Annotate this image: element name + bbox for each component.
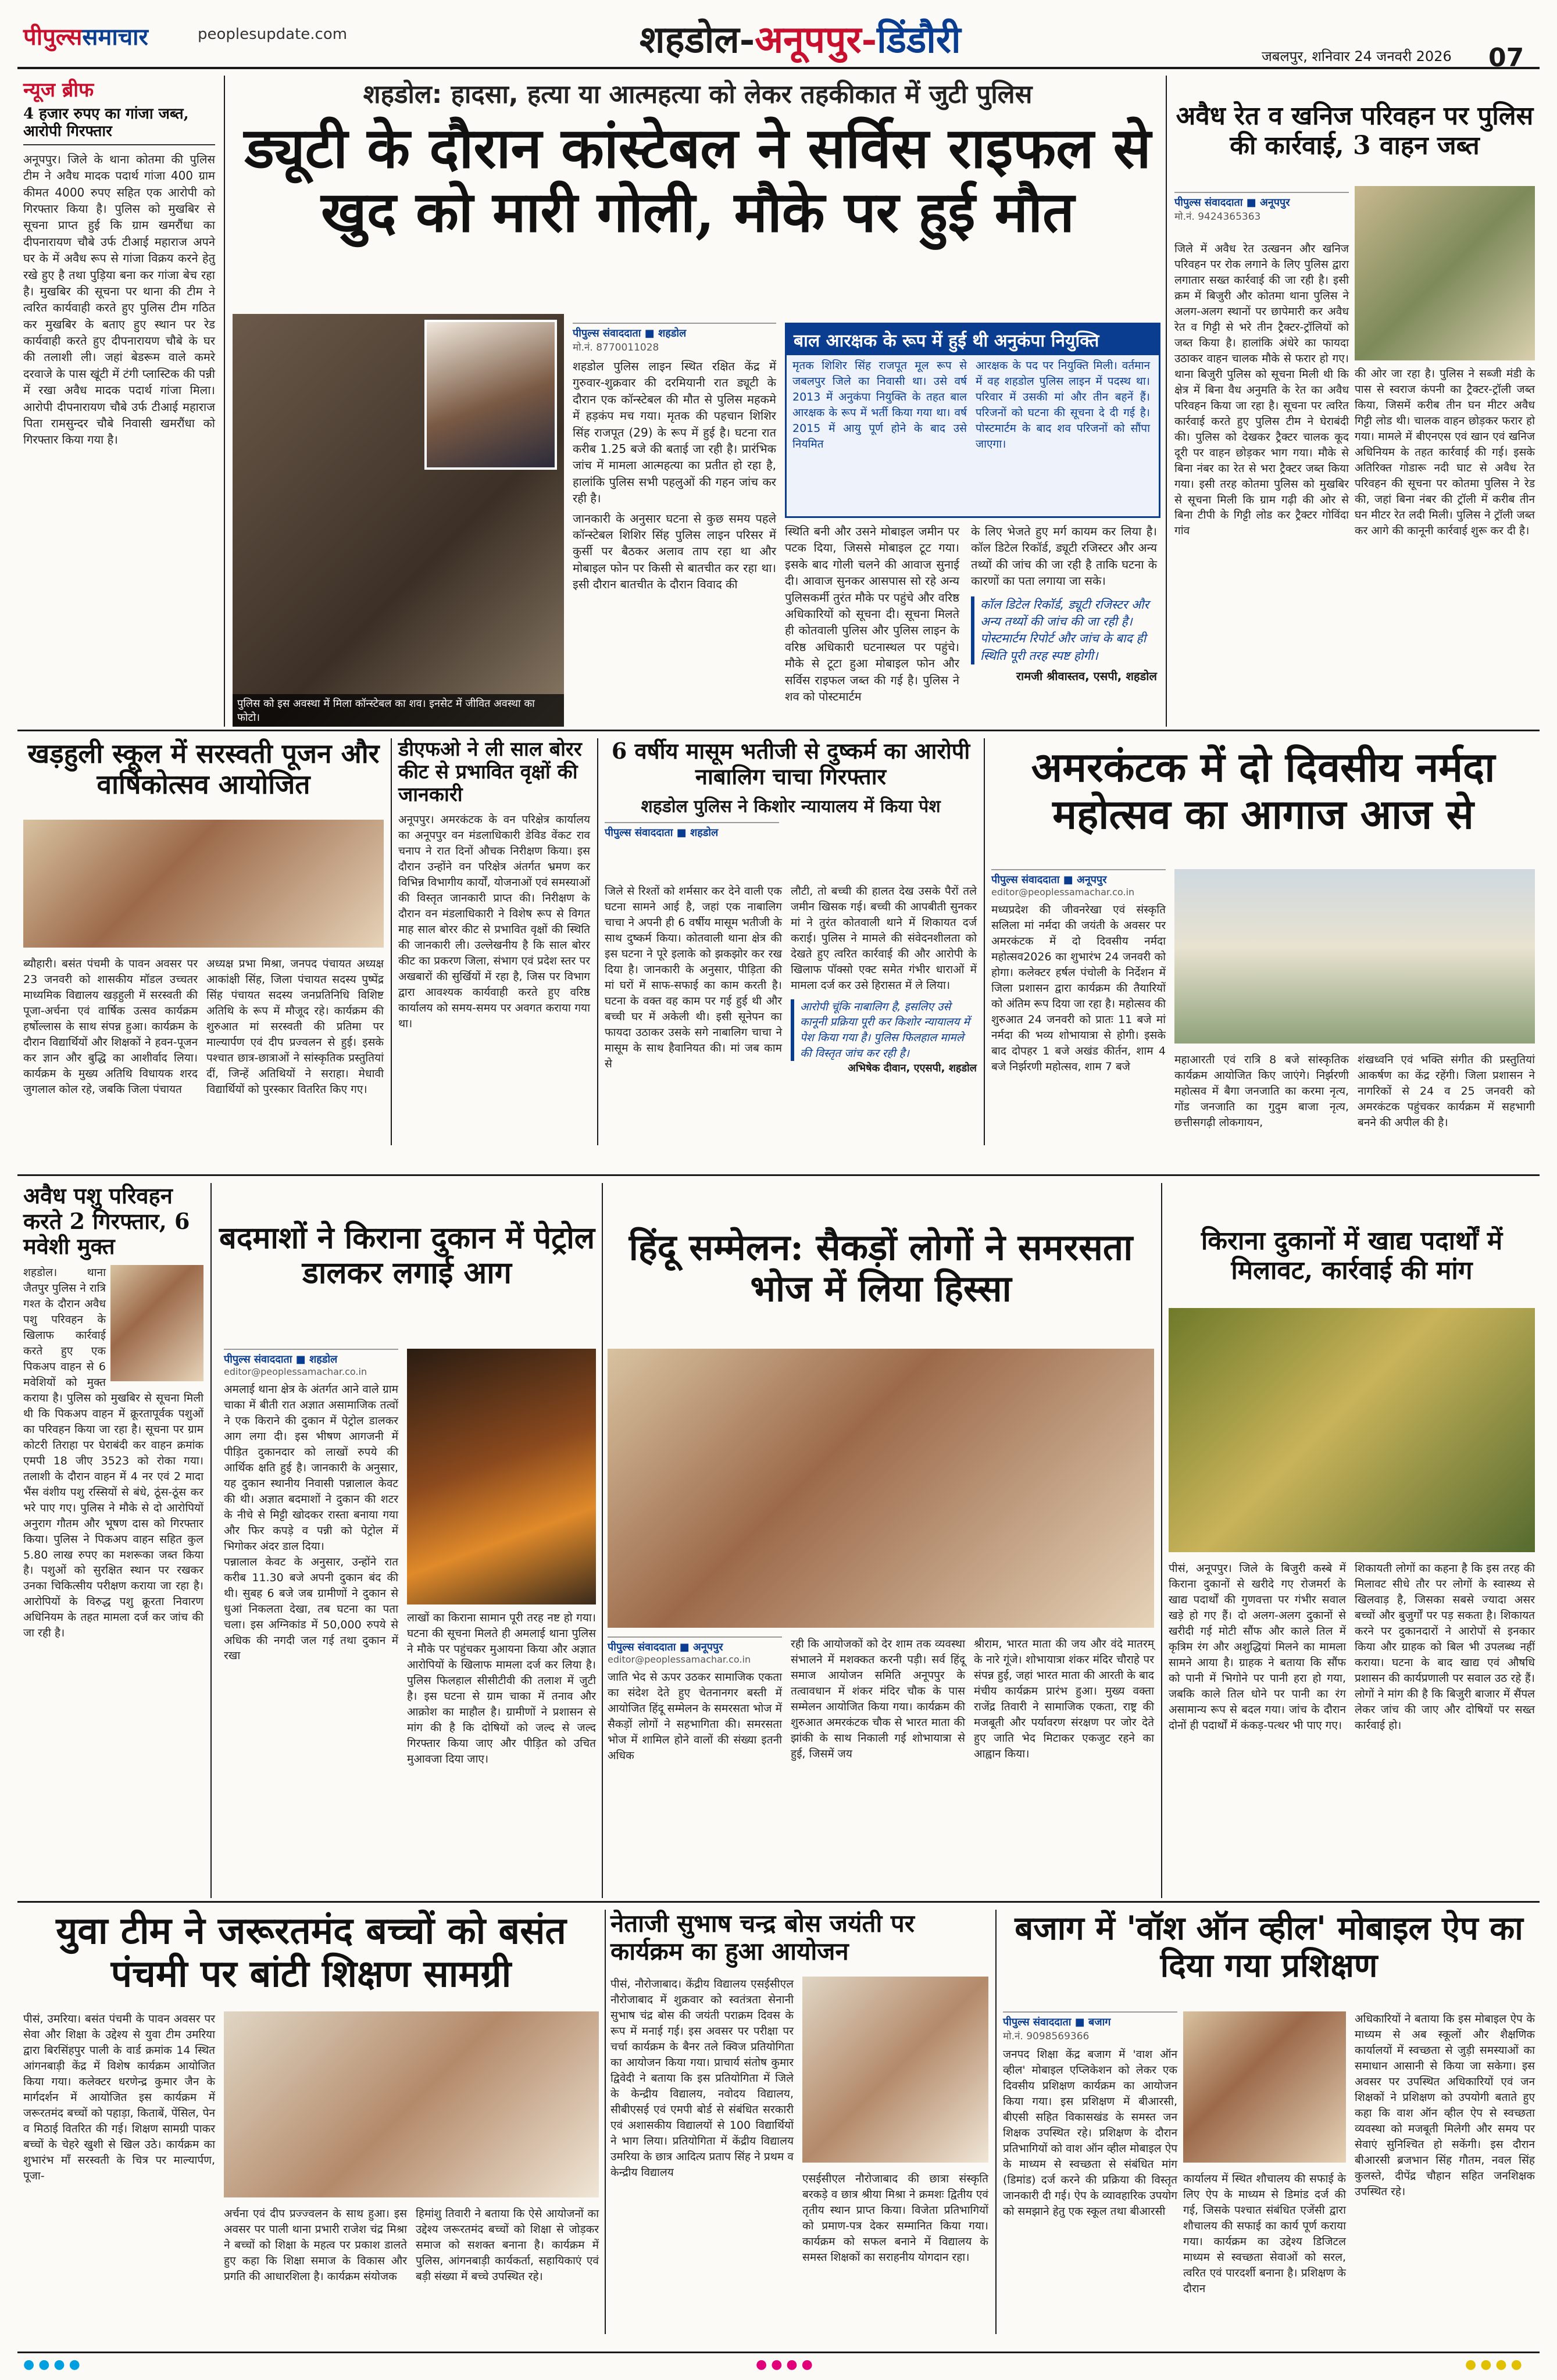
netaji-text: पीसं, नौरोजाबाद। केंद्रीय विद्यालय एसईसीएल नौरोजाबाद में शुक्रवार को स्वतंत्रता सेनानी सुभाष चंद्र बोस की जयंती पराक्रम दिवस के रूप में मनाई गई। इस अवसर पर परीक्षा पर चर्चा कार्यक्रम के बैनर तले क्विज प्रतियोगिता का आयोजन किया गया। प्राचार्य संतोष कुमार द्विवेदी ने बताया कि इस प्रतियोगिता में जिले के केन्द्रीय विद्यालय, नवोदय विद्यालय, सीबीएसई एवं एमपी बोर्ड से संबंधित सरकारी एवं अशासकीय विद्यालयों से 100 विद्यार्थियों ने भाग लिया। प्रतियोगिता में केंद्रीय विद्यालय उमरिया के छात्र आदित्य प्रताप सिंह ने प्रथम व केन्द्रीय विद्यालय	[610, 1978, 794, 2179]
bajag-headline[interactable]: बजाग में 'वॉश ऑन व्हील' मोबाइल ऐप का दिया गया प्रशिक्षण	[1015, 1909, 1523, 1985]
lead-col1	[573, 323, 776, 592]
lead-text: स्थिति बनी और उसने मोबाइल जमीन पर पटक दिया, जिससे मोबाइल टूट गया। इसके बाद गोली चलने की आवाज सुनाई दी। आवाज सुनकर आसपास सो रहे अन्य पुलिसकर्मी तुरंत मौके पर पहुंचे और वरिष्ठ अधिकारियों को सूचना दी। सूचना मिलते ही कोतवाली पुलिस और पुलिस लाइन के वरिष्ठ अधिकारी घटनास्थल पर पहुंचे। मौके से टूटा हुआ मोबाइल फोन और सर्विस राइफल जब्त की गई है। पुलिस ने शव को पोस्टमार्टम	[785, 524, 959, 703]
mobile-number: मो.नं. 8770011028	[573, 342, 659, 353]
hindu-text: जाति भेद से ऊपर उठकर सामाजिक एकता का संदेश देते हुए चेतनानगर बस्ती में आयोजित हिंदू सम्मेलन के समरसता भोज में सैकड़ों लोगों ने सहभागिता की। समरसता भोज में शामिल होने वालों की संख्या इतनी अधिक	[608, 1671, 782, 1762]
cattle-text: शहडोल। थाना जैतपुर पुलिस ने रात्रि गश्त के दौरान अवैध पशु परिवहन के खिलाफ कार्रवाई करते हुए एक पिकअप वाहन से 6 मवेशियों को मुक्त कराया है। पुलिस को मुखबिर से सूचना मिली थी कि पिकअप वाहन में क्रूरतापूर्वक पशुओं का परिवहन किया जा रहा है। सूचना पर ग्राम कोटरी तिराहा पर घेराबंदी कर वाहन क्रमांक एमपी 18 जीए 3523 को रोका गया। तलाशी के दौरान वाहन में 4 नर एवं 2 मादा भैंस वंशीय पशु रस्सियों से बंधे, ठूंस-ठूंस कर भरे पाए गए। पुलिस ने मौके से दो आरोपियों अनुराग गौतम और भूषण दास को गिरफ्तार किया। पुलिस ने पिकअप वाहन सहित कुल 5.80 लाख रुपए का मशरूका जब्त किया है। पशुओं को सुरक्षित स्थान पर रखकर उनका चिकित्सीय परीक्षण कराया जा रहा है। आरोपियों के विरुद्ध पशु क्रूरता निवारण अधिनियम के तहत मामला दर्ज कर जांच की जा रही है।	[23, 1266, 203, 1640]
column-rule	[391, 738, 392, 1145]
hindu-text: श्रीराम, भारत माता की जय और वंदे मातरम् के नारे गूंजे। शोभायात्रा शंकर मंदिर चौराहे पर संपन्न हुई, जहां भारत माता की आरती के बाद मंचीय कार्यक्रम प्रारंभ हुआ। मुख्य वक्ता राजेंद्र तिवारी ने सामाजिक एकता, राष्ट्र की मजबूती और पर्यावरण संरक्षण पर जोर देते हुए जाति भेद मिटाकर एकजुट रहने का आह्वान किया।	[974, 1638, 1154, 1760]
netaji-text: एसईसीएल नौरोजाबाद की छात्रा संस्कृति बरकड़े व छात्र श्रीया मिश्रा ने क्रमशः द्वितीय एवं तृतीय स्थान प्राप्त किया। विजेता प्रतिभागियों को प्रमाण-पत्र देकर सम्मानित किया गया। कार्यक्रम को सफल बनाने में विद्यालय के समस्त शिक्षकों का सराहनीय योगदान रहा।	[802, 2172, 988, 2264]
cattle-headline[interactable]: अवैध पशु परिवहन करते 2 गिरफ्तार, 6 मवेशी मुक्त	[23, 1182, 190, 1260]
column-rule	[1166, 76, 1167, 727]
youth-photo[interactable]	[224, 2011, 599, 2197]
sand-text: की ओर जा रहा है। पुलिस ने सब्जी मंडी के पास से स्वराज कंपनी का ट्रैक्टर-ट्रॉली जब्त किया, जिसमें करीब तीन घन मीटर अवैध गिट्टी लोड थी। चालक वाहन छोड़कर फरार हो गया। मामले में बीएनएस एवं खान एवं खनिज अधिनियम के तहत कार्रवाई की गई। इसके अतिरिक्त गोडारू नदी घाट से अवैध रेत परिवहन की सूचना पर कोतमा पुलिस ने रेड की, जहां बिना नंबर की ट्रॉली में करीब तीन घन मीटर रेत लदी मिली। पुलिस ने ट्रॉली जब्त कर आगे की कानूनी कार्रवाई शुरू कर दी है।	[1355, 367, 1535, 537]
bajag-text: जनपद शिक्षा केंद्र बजाग में 'वाश ऑन व्हील' मोबाइल एप्लिकेशन को लेकर एक दिवसीय प्रशिक्षण कार्यक्रम का आयोजन किया गया। इस प्रशिक्षण में बीआरसी, बीएसी सहित विकासखंड के समस्त जन शिक्षक उपस्थित रहे। प्रशिक्षण के दौरान प्रतिभागियों को वाश ऑन व्हील मोबाइल ऐप के माध्यम से स्वच्छता से संबंधित मांग (डिमांड) दर्ज करने की प्रक्रिया की विस्तृत जानकारी दी गई। ऐप के व्यावहारिक उपयोग को समझाने हेतु एक स्कूल तथा बीआरसी	[1003, 2048, 1177, 2218]
brief-headline[interactable]: 4 हजार रुपए का गांजा जब्त, आरोपी गिरफ्तार	[23, 106, 215, 145]
box-text: मृतक शिशिर सिंह राजपूत मूल रूप से जबलपुर जिले का निवासी था। उसे वर्ष 2013 में अनुकंपा नियुक्ति के तहत बाल आरक्षक के रूप में भर्ती किया गया था। वर्ष 2015 में आयु पूर्ण होने के बाद उसे नियमित	[792, 359, 967, 451]
brief-text: अनूपपुर। जिले के थाना कोतमा की पुलिस टीम ने अवैध मादक पदार्थ गांजा 400 ग्राम कीमत 4000 रुपए सहित एक आरोपी को गिरफ्तार किया है। पुलिस को मुखबिर से सूचना प्राप्त हुई कि ग्राम खमरौंधा का दीपनारायण चौबे उर्फ टीआई महाराज अपने घर के में अवैध रूप से गांजा विक्रय करने हेतु रखे हुए है तथा पुड़िया बना कर गांजा बेच रहा है। मुखबिर की सूचना पर थाना की टीम ने त्वरित कार्यवाही करते हुए पुलिस टीम गठित कर मुखबिर के बताए हुए स्थान पर रेड कार्यवाही करते हुए दीपनारायण चौबे के घर की तलाशी ली। जहां बेडरूम वाले कमरे दरवाजे के पास खूंटी में टंगी प्लास्टिक की पन्नी में रखा अवैध मादक पदार्थ गांजा मिला। आरोपी दीपनारायण चौबे उर्फ टीआई महाराज पिता रामसुन्दर चौबे निवासी खमरौंधा को गिरफ्तार किया गया है।	[23, 152, 215, 447]
youth-headline[interactable]: युवा टीम ने जरूरतमंद बच्चों को बसंत पंचमी पर बांटी शिक्षण सामग्री	[56, 1909, 566, 1996]
box-text: आरक्षक के पद पर नियुक्ति मिली। वर्तमान में वह शहडोल पुलिस लाइन में पदस्थ था। परिवार में उसकी मां और तीन बहनें हैं। परिजनों को घटना की सूचना दे दी गई है। पोस्टमार्टम के बाद शव परिजनों को सौंपा जाएगा।	[976, 359, 1150, 451]
section-divider	[17, 1174, 1540, 1176]
dateline: जबलपुर, शनिवार 24 जनवरी 2026	[1262, 48, 1452, 65]
youth-text: अर्चना एवं दीप प्रज्ज्वलन के साथ हुआ। इस अवसर पर पाली थाना प्रभारी राजेश चंद्र मिश्रा ने बच्चों को शिक्षा के महत्व पर प्रकाश डालते हुए कहा कि शिक्षा समाज के विकास और प्रगति की आधारशिला है। कार्यक्रम संयोजक	[224, 2207, 407, 2283]
byline: पीपुल्स संवाददाता ■ शहडोल	[224, 1349, 398, 1366]
registration-mark-icon: ● ● ● ●	[23, 2357, 80, 2372]
registration-mark-icon: ● ● ● ●	[1465, 2357, 1522, 2372]
school-text: ब्यौहारी। बसंत पंचमी के पावन अवसर पर 23 जनवरी को शासकीय मॉडल उच्चतर माध्यमिक विद्यालय खड़हुली में सरस्वती की पूजा-अर्चना एवं वार्षिक उत्सव कार्यक्रम हर्षोल्लास के साथ संपन्न हुआ। कार्यक्रम के दौरान विद्यार्थियों और शिक्षकों ने हवन-पूजन कर ज्ञान और बुद्धि का आशीर्वाद लिया। कार्यक्रम के मुख्य अतिथि विधायक शरद जुगलाल कोल रहे, जबकि जिला पंचायत	[23, 957, 198, 1096]
logo-accent: समाचार	[82, 24, 148, 51]
narmada-text: मध्यप्रदेश की जीवनरेखा एवं संस्कृति सलिला मां नर्मदा की जयंती के अवसर पर अमरकंटक में दो दिवसीय नर्मदा महोत्सव2026 का शुभारंभ 24 जनवरी को होगा। कलेक्टर हर्षल पंचोली के निर्देशन में जिला प्रशासन द्वारा कार्यक्रम की तैयारियों को अंतिम रूप दिया जा रहा है। महोत्सव की शुरुआत 24 जनवरी को प्रातः 11 बजे मां नर्मदा की भव्य शोभायात्रा से होगी। इसके बाद दोपहर 1 बजे अखंड कीर्तन, शाम 4 बजे निर्झरणी महोत्सव, शाम 7 बजे	[991, 903, 1166, 1073]
column-rule	[597, 738, 598, 1145]
bajag-col1	[1003, 2011, 1177, 2220]
sand-photo[interactable]	[1355, 186, 1535, 360]
arson-text: लाखों का किराना सामान पूरी तरह नष्ट हो गया। घटना की सूचना मिलते ही अमलाई थाना पुलिस ने मौके पर पहुंचकर मुआयना किया और अज्ञात आरोपियों के खिलाफ मामला दर्ज कर लिया है। पुलिस फिलहाल सीसीटीवी की तलाश में जुटी है। इस घटना से ग्राम चाका में तनाव और आक्रोश का माहौल है। ग्रामीणों ने प्रशासन से मांग की है कि दोषियों को जल्द से जल्द गिरफ्तार किया जाए और पीड़ित को उचित मुआवजा दिया जाए।	[407, 1611, 596, 1766]
school-headline[interactable]: खड़हुली स्कूल में सरस्वती पूजन और वार्षिकोत्सव आयोजित	[27, 738, 380, 800]
arson-col1	[224, 1349, 398, 1664]
arson-text: पन्नालाल केवट के अनुसार, उन्होंने रात करीब 11.30 बजे अपनी दुकान बंद की थी। सुबह 6 बजे जब ग्रामीणों ने दुकान से धुआं निकलता देखा, तब घटना का पता चला। इस अग्निकांड में 50,000 रुपये से अधिक की नगदी जल गई तथा दुकान में रखा	[224, 1555, 398, 1663]
sand-byline-block	[1174, 192, 1349, 223]
minor-text: जिले से रिश्तों को शर्मसार कर देने वाली एक घटना सामने आई है, जहां एक नाबालिग चाचा ने अपनी ही 6 वर्षीय मासूम भतीजी के साथ दुष्कर्म किया। कोतवाली थाना क्षेत्र की इस घटना ने पूरे इलाके को झकझोर कर रख दिया है। जानकारी के अनुसार, पीड़िता की मां घरों में साफ-सफाई का काम करती है। घटना के वक्त वह काम पर गई हुई थी और बच्ची घर में अकेली थी। इसी सूनेपन का फायदा उठाकर उसके सगे नाबालिग चाचा ने मासूम के साथ हैवानियत की। मां जब काम से	[605, 885, 782, 1070]
arson-text: अमलाई थाना क्षेत्र के अंतर्गत आने वाले ग्राम चाका में बीती रात अज्ञात असामाजिक तत्वों ने एक किराने की दुकान में पेट्रोल डालकर आग लगा दी। इस भीषण आगजनी में पीड़ित दुकानदार को लाखों रुपये की आर्थिक क्षति हुई है। जानकारी के अनुसार, यह दुकान स्थानीय निवासी पन्नालाल केवट की थी। अज्ञात बदमाशों ने दुकान की शटर के नीचे से मिट्टी खोदकर रास्ता बनाया गया और फिर कपड़े व पन्नी को पेट्रोल में भिगोकर अंदर डाल दिया।	[224, 1383, 398, 1553]
email[interactable]: editor@peoplessamachar.co.in	[608, 1654, 751, 1665]
column-rule	[995, 1910, 997, 2334]
byline: पीपुल्स संवाददाता ■ अनूपपुर	[608, 1636, 782, 1654]
trees-headline[interactable]: डीएफओ ने ली साल बोरर कीट से प्रभावित वृक्षों की जानकारी	[398, 738, 582, 807]
photo-caption: पुलिस को इस अवस्था में मिला कॉन्स्टेबल का शव। इनसेट में जीवित अवस्था का फोटो।	[233, 694, 564, 727]
mobile-number: मो.नं. 9424365363	[1174, 211, 1261, 223]
minor-text: लौटी, तो बच्ची की हालत देख उसके पैरों तले जमीन खिसक गई। बच्ची की आपबीती सुनकर मां ने तुरंत कोतवाली थाने में शिकायत दर्ज कराई। पुलिस ने मामले की संवेदनशीलता को देखते हुए त्वरित कार्रवाई की और आरोपी के खिलाफ पॉक्सो एक्ट समेत गंभीर धाराओं में मामला दर्ज कर उसे हिरासत में ले लिया।	[791, 885, 977, 992]
column-rule	[1161, 1183, 1162, 1898]
inset-photo[interactable]	[424, 320, 557, 470]
column-rule	[224, 76, 225, 727]
narmada-headline[interactable]: अमरकंटक में दो दिवसीय नर्मदा महोत्सव का आगाज आज से	[1031, 743, 1495, 838]
adulteration-text: शिकायती लोगों का कहना है कि इस तरह की मिलावट सीधे तौर पर लोगों के स्वास्थ्य से खिलवाड़ है, जिसका सबसे ज्यादा असर बच्चों और बुजुर्गों पर पड़ सकता है। शिकायत करने पर दुकानदारों ने आरोपों से इनकार किया और ग्राहक को बिल भी उपलब्ध नहीं कराया। घटना के बाद खाद्य एवं औषधि प्रशासन की कार्यप्रणाली पर सवाल उठ रहे हैं। लोगों ने मांग की है कि बिजुरी बाजार में सैंपल लेकर जांच की जाए और दोषियों पर सख्त कार्रवाई हो।	[1355, 1562, 1535, 1732]
netaji-headline[interactable]: नेताजी सुभाष चन्द्र बोस जयंती पर कार्यक्रम का हुआ आयोजन	[610, 1909, 915, 1966]
netaji-photo[interactable]	[802, 1977, 988, 2163]
narmada-text: महाआरती एवं रात्रि 8 बजे सांस्कृतिक कार्यक्रम आयोजित किए जाएंगे। निर्झरणी महोत्सव में बैगा जनजाति का करमा नृत्य, गोंड जनजाति का गुदुम बाजा नृत्य, छत्तीसगढ़ी लोकगायन,	[1174, 1053, 1349, 1129]
minor-subhead: शहडोल पुलिस ने किशोर न्यायालय में किया पेश	[641, 796, 941, 817]
column-rule	[210, 1183, 212, 1898]
adulteration-text: पीसं, अनूपपुर। जिले के बिजुरी कस्बे में किराना दुकानों से खरीदे गए रोजमर्रा के खाद्य पदार्थों की गुणवत्ता पर गंभीर सवाल खड़े हो गए हैं। दो अलग-अलग दुकानों से खरीदी गई मोटी सौंफ और काले तिल में कृत्रिम रंग और अशुद्धियां मिलने का मामला सामने आया है। ग्राहक ने बताया कि सौंफ को पानी में भिगोने पर पानी हरा हो गया, जबकि काले तिल धोने पर पानी का रंग असामान्य रूप से बदल गया। जांच के दौरान दोनों ही पदार्थों में कंकड़-पत्थर भी पाए गए।	[1169, 1562, 1346, 1732]
quote-attribution: अभिषेक दीवान, एएसपी, शहडोल	[848, 1062, 977, 1075]
sand-text: जिले में अवैध रेत उत्खनन और खनिज परिवहन पर रोक लगाने के लिए पुलिस द्वारा लगातार सख्त कार्रवाई की जा रही है। इसी क्रम में बिजुरी और कोतमा थाना पुलिस ने अलग-अलग स्थानों पर छापेमारी कर अवैध रेत व गिट्टी से भरे तीन ट्रैक्टर-ट्रॉलियों को जब्त किया है। हालांकि अंधेरे का फायदा उठाकर वाहन चालक मौके से फरार हो गए। थाना बिजुरी पुलिस को सूचना मिली थी कि क्षेत्र में बिना वैध अनुमति के रेत का अवैध परिवहन किया जा रहा है। सूचना पर त्वरित कार्रवाई करते हुए पुलिस टीम ने घेराबंदी की। पुलिस को देखकर ट्रैक्टर चालक कूद दूरी पर वाहन छोड़कर भाग गया। मौके से बिना नंबर का रेत से भरा ट्रैक्टर जब्त किया गया। इसी तरह कोतमा पुलिस को मुखबिर से सूचना मिली कि ग्राम गढ़ी की ओर से बिना टीपी के गिट्टी लोड कर ट्रैक्टर गोविंदा गांव	[1174, 242, 1349, 538]
hindu-headline[interactable]: हिंदू सम्मेलन: सैकड़ों लोगों ने समरसता भोज में लिया हिस्सा	[628, 1226, 1133, 1310]
adulteration-photo[interactable]	[1169, 1308, 1535, 1552]
byline: पीपुल्स संवाददाता ■ अनूपपुर	[1174, 192, 1349, 209]
newspaper-logo[interactable]: पीपुल्ससमाचार	[23, 24, 148, 51]
lead-headline[interactable]: ड्यूटी के दौरान कांस्टेबल ने सर्विस राइफल से खुद को मारी गोली, मौके पर हुई मौत	[244, 115, 1151, 245]
arson-photo[interactable]	[407, 1349, 596, 1604]
lead-text: जानकारी के अनुसार घटना से कुछ समय पहले कॉन्स्टेबल शिशिर सिंह पुलिस लाइन परिसर में कुर्सी पर बैठकर अलाव ताप रहा था और मोबाइल फोन पर किसी से बातचीत कर रहा था। इसी दौरान बातचीत के दौरान विवाद की	[573, 511, 776, 592]
minor-story	[605, 738, 977, 839]
narmada-col1	[991, 869, 1166, 1075]
lead-text: के लिए भेजते हुए मर्ग कायम कर लिया है। कॉल डिटेल रिकॉर्ड, ड्यूटी रजिस्टर और अन्य तथ्यों की जांच की जा रही है ताकि घटना के कारणों का पता लगाया जा सके।	[971, 524, 1157, 588]
email[interactable]: editor@peoplessamachar.co.in	[224, 1366, 367, 1377]
byline: पीपुल्स संवाददाता ■ शहडोल	[573, 323, 776, 340]
minor-col2	[791, 884, 977, 1075]
bajag-text: कार्यालय में स्थित शौचालय की सफाई के लिए ऐप के माध्यम से डिमांड दर्ज की गई, जिसके पश्चात संबंधित एजेंसी द्वारा शौचालय की सफाई का कार्य पूर्ण कराया गया। कार्यक्रम का उद्देश्य डिजिटल माध्यम से स्वच्छता सेवाओं को सरल, त्वरित एवं पारदर्शी बनाना है। प्रशिक्षण के दौरान	[1183, 2172, 1346, 2295]
column-rule	[984, 738, 985, 1145]
brief-label: न्यूज ब्रीफ	[23, 78, 94, 102]
bajag-photo[interactable]	[1183, 2011, 1346, 2163]
lead-text: शहडोल पुलिस लाइन स्थित रक्षित केंद्र में गुरुवार-शुक्रवार की दरमियानी रात ड्यूटी के दौरान एक कॉन्स्टेबल की मौत से पुलिस महकमे में हड़कंप मच गया। मृतक की पहचान शिशिर सिंह राजपूत (29) के रूप में हुई है। घटना रात करीब 1.25 बजे की बताई जा रही है। प्रारंभिक जांच में मामला आत्महत्या का प्रतीत हो रहा है, हालांकि पुलिस सभी पहलुओं की गहन जांच कर रही है।	[573, 359, 776, 506]
section-divider	[17, 730, 1540, 731]
pull-quote: कॉल डिटेल रिकॉर्ड, ड्यूटी रजिस्टर और अन्य तथ्यों की जांच की जा रही है। पोस्टमार्टम रिपोर्ट और जांच के बाद ही स्थिति पूरी तरह स्पष्ट होगी।	[971, 596, 1157, 665]
footer-rule	[17, 2352, 1540, 2353]
adulteration-headline[interactable]: किराना दुकानों में खाद्य पदार्थों में मिलावट, कार्रवाई की मांग	[1201, 1226, 1503, 1285]
lead-col3	[971, 523, 1157, 684]
youth-text: हिमांशु तिवारी ने बताया कि ऐसे आयोजनों का उद्देश्य जरूरतमंद बच्चों को शिक्षा से जोड़कर समाज को सशक्त बनाना है। कार्यक्रम में पुलिस, आंगनबाड़ी कार्यकर्ता, सहायिकाएं एवं बड़ी संख्या में बच्चे उपस्थित रहे।	[416, 2207, 599, 2283]
byline: पीपुल्स संवाददाता ■ शहडोल	[605, 822, 779, 839]
youth-text: पीसं, उमरिया। बसंत पंचमी के पावन अवसर पर सेवा और शिक्षा के उद्देश्य से युवा टीम उमरिया द्वारा बिरसिंहपुर पाली के वार्ड क्रमांक 14 स्थित आंगनबाड़ी केंद्र में विशेष कार्यक्रम आयोजित किया गया। कलेक्टर धरणेन्द्र कुमार जैन के मार्गदर्शन में आयोजित इस कार्यक्रम में जरूरतमंद बच्चों को पहाड़ा, किताबें, पेंसिल, पेन व मिठाई वितरित की गई। शिक्षण सामग्री पाकर बच्चों के चेहरे खुशी से खिल उठे। कार्यक्रम का शुभारंभ माँ सरस्वती के चित्र पर माल्यार्पण, पूजा-	[23, 2013, 215, 2182]
school-text: अध्यक्ष प्रभा मिश्रा, जनपद पंचायत अध्यक्ष आकांक्षी सिंह, जिला पंचायत सदस्य पुष्पेंद्र सिंह पंचायत सदस्य जनप्रतिनिधि विशिष्ट अतिथि के रूप में मौजूद रहे। कार्यक्रम की शुरुआत मां सरस्वती की प्रतिमा पर माल्यार्पण एवं दीप प्रज्वलन से हुई। इसके पश्चात छात्र-छात्राओं ने सांस्कृतिक प्रस्तुतियां दीं, जिन्हें अतिथियों ने सराहा। मेधावी विद्यार्थियों को पुरस्कार वितरित किए गए।	[206, 957, 384, 1096]
box-title: बाल आरक्षक के रूप में हुई थी अनुकंपा नियुक्ति	[787, 324, 1159, 355]
pull-quote: आरोपी चूंकि नाबालिग है, इसलिए उसे कानूनी प्रक्रिया पूरी कर किशोर न्यायालय में पेश किया गया है। पुलिस फिलहाल मामले की विस्तृत जांच कर रही है।	[791, 999, 977, 1061]
byline: पीपुल्स संवाददाता ■ बजाग	[1003, 2011, 1177, 2029]
section-divider	[17, 1901, 1540, 1903]
info-box	[785, 323, 1160, 518]
lead-kicker: शहडोल: हादसा, हत्या या आत्महत्या को लेकर तहकीकात में जुटी पुलिस	[363, 80, 1033, 109]
trees-text: अनूपपुर। अमरकंटक के वन परिक्षेत्र कार्यालय का अनूपपुर वन मंडलाधिकारी डेविड वेंकट राव चनाप ने रात दिनों औचक निरीक्षण किया। इस दौरान उन्होंने वन परिक्षेत्र अंतर्गत भ्रमण कर विभिन्न विभागीय कार्यों, योजनाओं एवं समस्याओं की विस्तृत जानकारी प्राप्त की। निरीक्षण के दौरान वन मंडलाधिकारी ने विशेष रूप से विगत माह साल बोरर कीट से प्रभावित वृक्षों की स्थिति की जानकारी ली। उल्लेखनीय है कि साल बोरर कीट का प्रकरण जिला, संभाग एवं प्रदेश स्तर पर अखबारों की सुर्खियों में रहा है, जिस पर विभाग द्वारा आवश्यक कार्यवाही करते हुए वरिष्ठ कार्यालय को समय-समय पर अवगत कराया गया था।	[398, 813, 590, 1030]
site-url[interactable]: peoplesupdate.com	[198, 26, 348, 43]
narmada-photo[interactable]	[1174, 869, 1535, 1044]
lead-photo[interactable]	[233, 314, 564, 727]
section-title: शहडोल-अनूपपुर-डिंडौरी	[640, 18, 961, 62]
page-number: 07	[1488, 43, 1524, 73]
news-brief	[23, 76, 215, 448]
hindu-photo[interactable]	[608, 1349, 1154, 1628]
minor-headline[interactable]: 6 वर्षीय मासूम भतीजी से दुष्कर्म का आरोपी नाबालिग चाचा गिरफ्तार	[611, 738, 970, 789]
registration-mark-icon: ● ● ● ●	[756, 2357, 813, 2372]
cattle-story	[23, 1183, 203, 1641]
hindu-text: रही कि आयोजकों को देर शाम तक व्यवस्था संभालने में मशक्कत करनी पड़ी। सर्व हिंदू समाज आयोजन समिति अनूपपुर के तत्वावधान में शंकर मंदिर चौक के पास सम्मेलन आयोजित किया गया। कार्यक्रम की शुरुआत अमरकंटक चौक से भारत माता की झांकी के साथ निकाली गई शोभायात्रा से हुई, जिसमें जय	[791, 1638, 965, 1760]
email[interactable]: editor@peoplessamachar.co.in	[991, 887, 1135, 898]
cattle-photo[interactable]	[110, 1265, 203, 1381]
column-rule	[602, 1183, 603, 1898]
bajag-text: अधिकारियों ने बताया कि इस मोबाइल ऐप के माध्यम से अब स्कूलों और शैक्षणिक कार्यालयों में स्वच्छता से जुड़ी समस्याओं का समाधान आसानी से किया जा सकेगा। इस अवसर पर उपस्थित अधिकारियों एवं जन शिक्षकों ने प्रशिक्षण को उपयोगी बताते हुए कहा कि वाश ऑन व्हील ऐप से स्वच्छता व्यवस्था को मजबूती मिलेगी और समय पर सेवाएं सुनिश्चित हो सकेंगी। इस दौरान बीआरसी ब्रजभान सिंह गौतम, नवल सिंह कुलस्ते, दीपेंद्र चौहान सहित जनशिक्षक उपस्थित रहे।	[1355, 2013, 1535, 2198]
arson-headline[interactable]: बदमाशों ने किराना दुकान में पेट्रोल डालकर लगाई आग	[219, 1220, 595, 1291]
trees-story	[398, 738, 590, 1032]
byline: पीपुल्स संवाददाता ■ अनूपपुर	[991, 869, 1166, 887]
mobile-number: मो.नं. 9098569366	[1003, 2031, 1090, 2042]
narmada-text: शंखध्वनि एवं भक्ति संगीत की प्रस्तुतियां आकर्षण का केंद्र रहेंगी। जिला प्रशासन ने नागरिकों से 24 व 25 जनवरी को अमरकंटक पहुंचकर कार्यक्रम में सहभागी बनने की अपील की है।	[1358, 1053, 1535, 1129]
quote-attribution: रामजी श्रीवास्तव, एसपी, शहडोल	[1016, 669, 1157, 684]
column-rule	[605, 1910, 606, 2334]
hindu-col1	[608, 1636, 782, 1764]
sand-headline[interactable]: अवैध रेत व खनिज परिवहन पर पुलिस की कार्रवाई, 3 वाहन जब्त	[1176, 101, 1534, 160]
school-photo[interactable]	[23, 820, 384, 948]
